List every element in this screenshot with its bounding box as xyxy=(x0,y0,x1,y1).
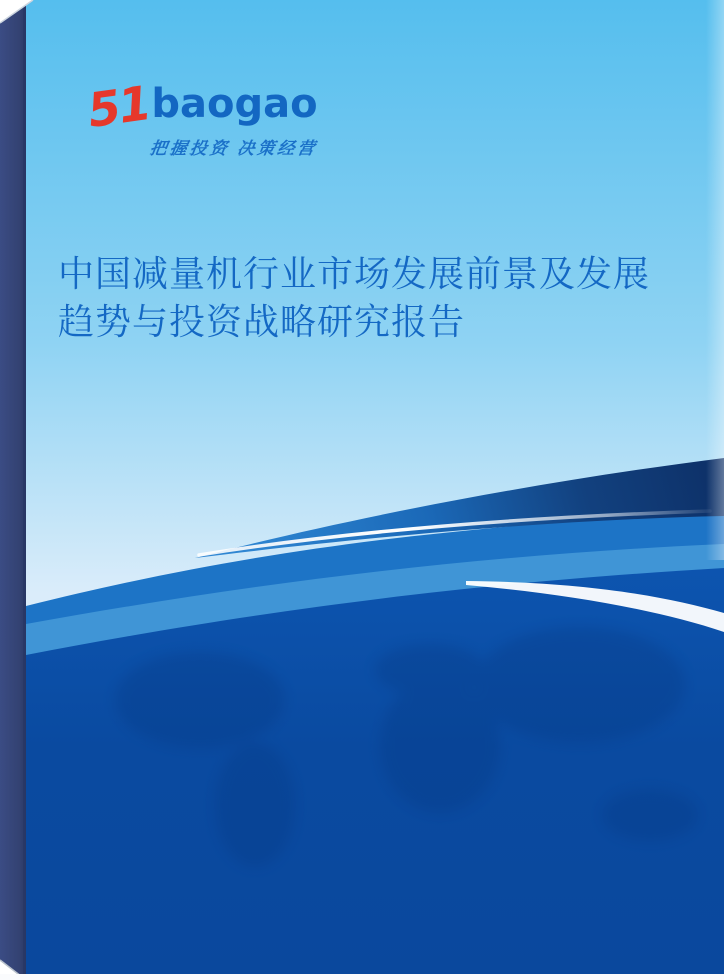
brand-logo xyxy=(84,75,319,159)
title-line-2: 趋势与投资战略研究报告 xyxy=(58,301,466,342)
brand-wordmark xyxy=(84,75,318,140)
spine xyxy=(0,0,26,980)
brand-number: 51 xyxy=(84,75,153,140)
brand-name: baogao xyxy=(151,81,318,127)
brand-tagline: 把握投资 决策经营 xyxy=(148,139,319,158)
report-title xyxy=(58,250,688,346)
bottom-page-edge xyxy=(0,974,724,980)
spine-inner-edge xyxy=(23,0,26,980)
title-line-1: 中国减量机行业市场发展前景及发展 xyxy=(58,253,651,294)
